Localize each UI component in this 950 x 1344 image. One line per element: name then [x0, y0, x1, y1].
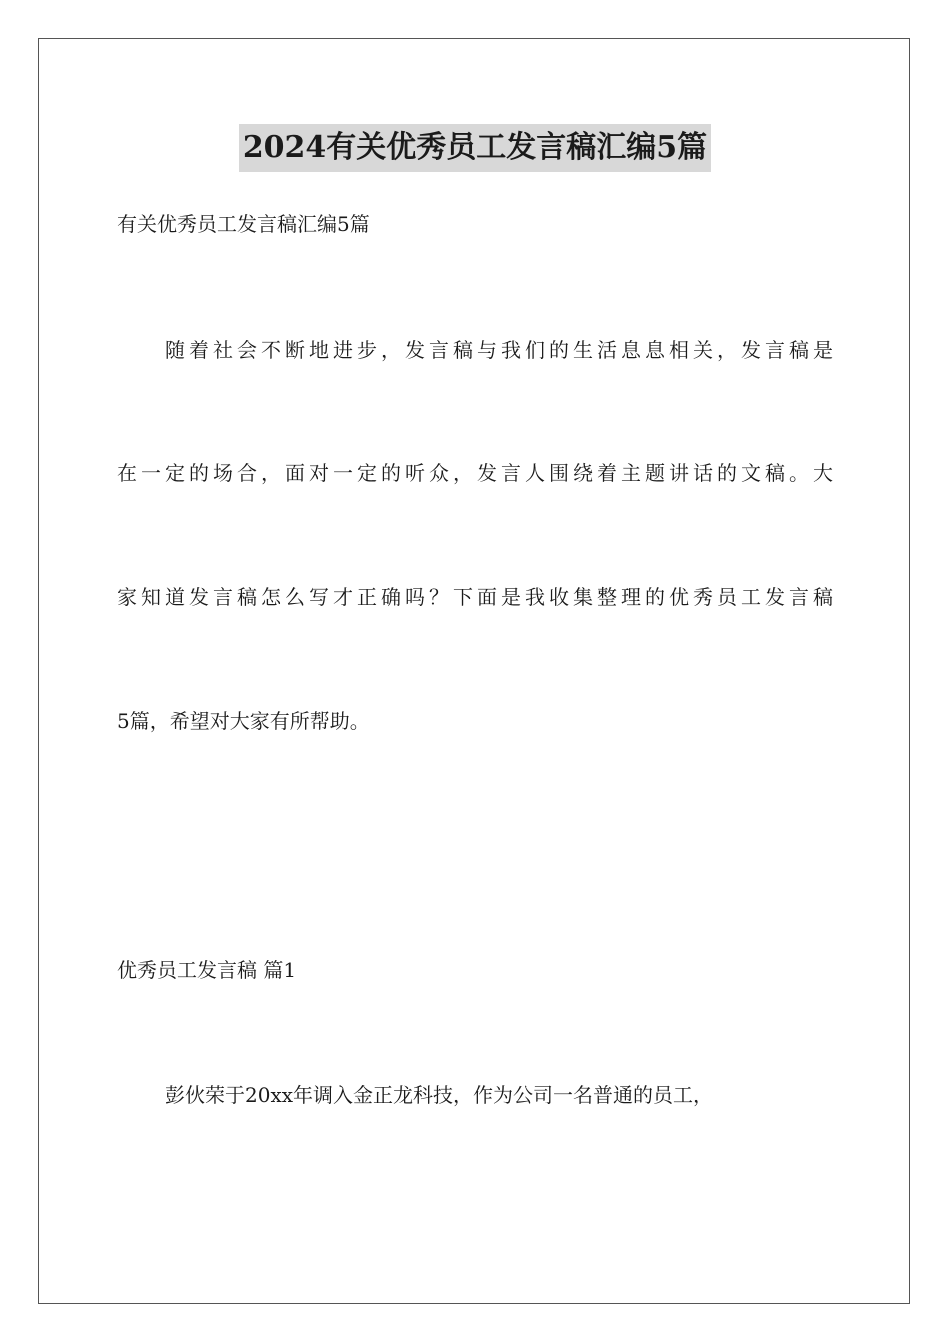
intro-paragraph-line: 家知道发言稿怎么写才正确吗？下面是我收集整理的优秀员工发言稿 — [117, 585, 833, 609]
section-heading: 优秀员工发言稿 篇1 — [117, 958, 297, 982]
document-title: 2024有关优秀员工发言稿汇编5篇 — [239, 124, 711, 172]
section-paragraph-line: 彭伙荣于20xx年调入金正龙科技，作为公司一名普通的员工， — [165, 1083, 714, 1107]
document-subtitle: 有关优秀员工发言稿汇编5篇 — [117, 212, 370, 236]
title-container — [0, 124, 950, 172]
intro-paragraph-line: 在一定的场合，面对一定的听众，发言人围绕着主题讲话的文稿。大 — [117, 461, 833, 485]
intro-paragraph-line: 随着社会不断地进步，发言稿与我们的生活息息相关，发言稿是 — [165, 338, 833, 362]
intro-paragraph-line: 5篇，希望对大家有所帮助。 — [117, 709, 370, 733]
